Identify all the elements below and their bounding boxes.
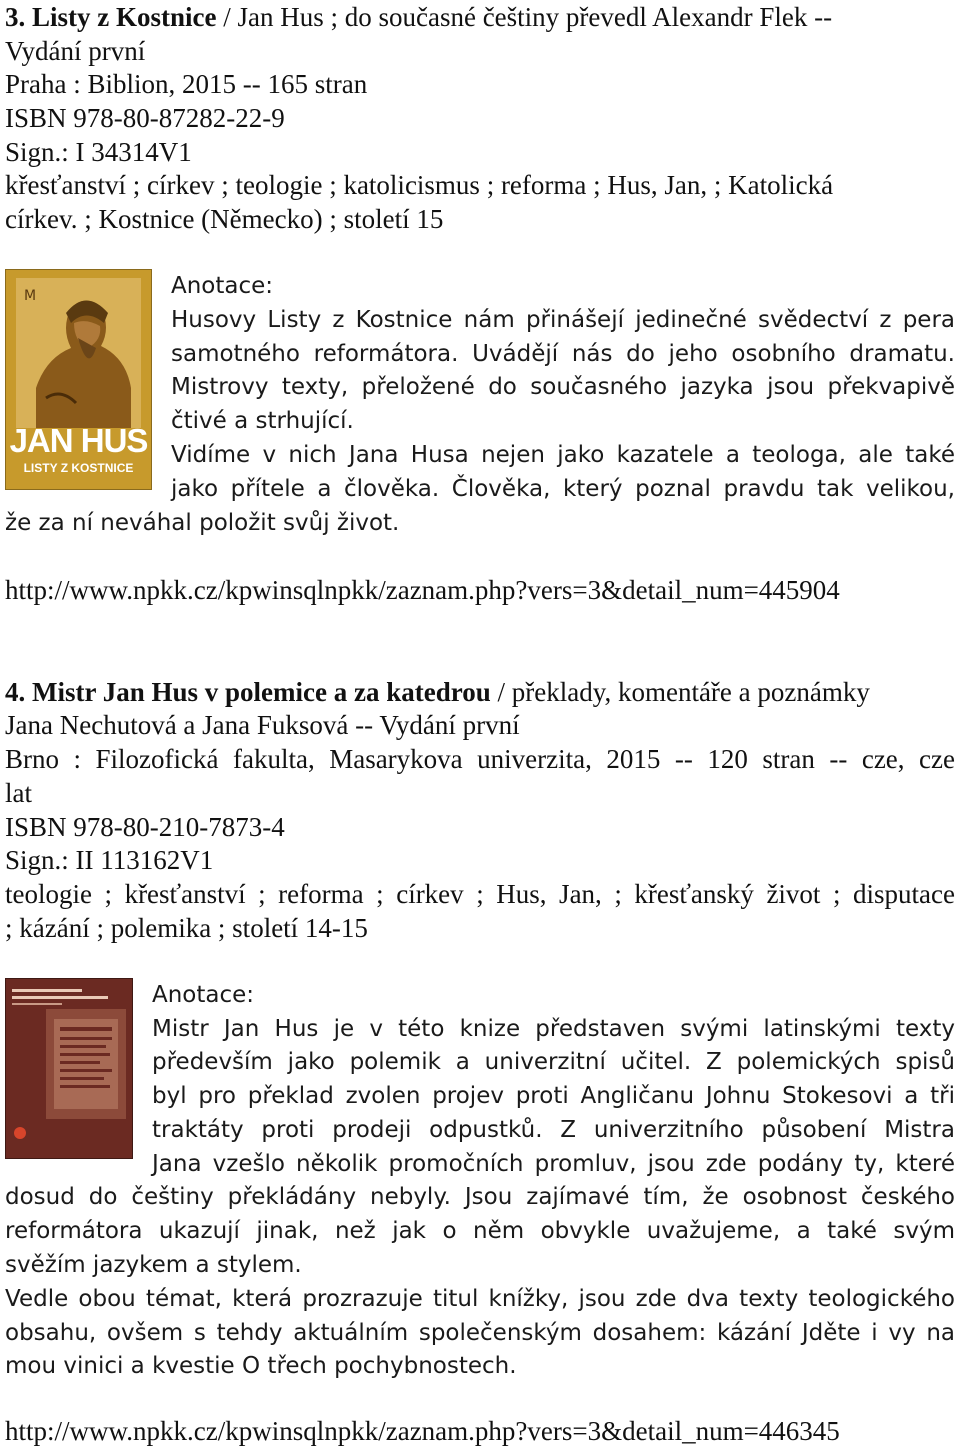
signature: Sign.: II 113162V1: [5, 845, 214, 875]
svg-text:M: M: [24, 288, 37, 304]
publisher: Praha : Biblion, 2015 -- 165 stran: [5, 69, 368, 99]
entry-number: 4.: [5, 677, 26, 707]
annotation-line: Mistrovy texty, přeložené do současného jazyka jsou překvapivě: [171, 374, 955, 400]
entry-number: 3.: [5, 2, 26, 32]
cover-subtitle: LISTY Z KOSTNICE: [23, 461, 134, 475]
annotation-line: traktáty proti prodeji odpustků. Z univerzitního působení Mistra: [152, 1117, 955, 1143]
annotation-line: mou vinici a kvestie O třech pochybnostech.: [5, 1353, 517, 1379]
record-url-link[interactable]: http://www.npkk.cz/kpwinsqlnpkk/zaznam.php?vers=3&detail_num=445904: [5, 575, 840, 605]
entry-4-heading: [5, 675, 870, 709]
annotation-line: Mistr Jan Hus je v této knize představen svými latinskými texty: [152, 1016, 955, 1042]
book-cover-image: [5, 269, 152, 490]
isbn: ISBN 978-80-87282-22-9: [5, 103, 285, 133]
annotation-line: obsahu, ovšem s tehdy aktuálním společenským dosahem: kázání Jděte i vy na: [5, 1320, 955, 1346]
cover-portrait-image: [16, 278, 141, 428]
annotation-line: reformátora ukazují jinak, než jak o něm obvykle uvažujeme, a také svým: [5, 1218, 955, 1244]
edition: Vydání první: [5, 36, 146, 66]
annotation-line: Vedle obou témat, která prozrazuje titul knížky, jsou zde dva texty teologického: [5, 1286, 955, 1312]
keywords-line-2: církev. ; Kostnice (Německo) ; století 15: [5, 204, 444, 234]
annotation-line: svěžím jazykem a stylem.: [5, 1252, 302, 1278]
entry-3-heading: [5, 0, 832, 34]
title-responsibility: / překlady, komentáře a poznámky: [490, 677, 870, 707]
annotation-line: samotného reformátora. Uvádějí nás do jeho osobního dramatu.: [171, 341, 955, 367]
annotation-line: čtivé a strhující.: [171, 408, 354, 434]
annotation-label: Anotace:: [152, 982, 255, 1008]
record-url-link[interactable]: http://www.npkk.cz/kpwinsqlnpkk/zaznam.php?vers=3&detail_num=446345: [5, 1416, 840, 1446]
book-title: Mistr Jan Hus v polemice a za katedrou: [32, 677, 491, 707]
signature: Sign.: I 34314V1: [5, 137, 192, 167]
annotation-label: Anotace:: [171, 273, 274, 299]
authors: Jana Nechutová a Jana Fuksová -- Vydání první: [5, 710, 520, 740]
cover-illustration-image: [46, 1009, 126, 1119]
cover-title: JAN HUS: [9, 422, 148, 459]
annotation-line: dosud do češtiny překládány nebyly. Jsou zajímavé tím, že osobnost českého: [5, 1184, 955, 1210]
keywords-line-1: křesťanství ; církev ; teologie ; katolicismus ; reforma ; Hus, Jan, ; Katolická: [5, 170, 834, 200]
publisher-logo-icon: [14, 1127, 26, 1139]
book-title: Listy z Kostnice: [32, 2, 217, 32]
isbn: ISBN 978-80-210-7873-4: [5, 812, 285, 842]
book-cover-image: [5, 978, 133, 1159]
annotation-line: jako přítele a člověka. Člověka, který poznal pravdu tak velikou,: [171, 476, 955, 502]
publisher-line-1: Brno : Filozofická fakulta, Masarykova univerzita, 2015 -- 120 stran -- cze, cze: [5, 744, 955, 774]
annotation-line: byl pro překlad zvolen projev proti Angličanu Johnu Stokesovi a tři: [152, 1083, 955, 1109]
record-link[interactable]: [5, 1414, 840, 1448]
keywords-line-2: ; kázání ; polemika ; století 14-15: [5, 913, 368, 943]
annotation-line: především jako polemik a univerzitní učitel. Z polemických spisů: [152, 1049, 955, 1075]
publisher-line-2: lat: [5, 778, 32, 808]
title-responsibility: / Jan Hus ; do současné češtiny převedl Alexandr Flek --: [216, 2, 833, 32]
keywords-line-1: teologie ; křesťanství ; reforma ; církev ; Hus, Jan, ; křesťanský život ; disputace: [5, 879, 955, 909]
annotation-line: že za ní neváhal položit svůj život.: [5, 510, 400, 536]
annotation-line: Jana vzešlo několik promočních promluv, jsou zde podány ty, které: [152, 1151, 955, 1177]
record-link[interactable]: [5, 573, 840, 607]
annotation-line: Husovy Listy z Kostnice nám přinášejí jedinečné svědectví z pera: [171, 307, 955, 333]
annotation-line: Vidíme v nich Jana Husa nejen jako kazatele a teologa, ale také: [171, 442, 955, 468]
